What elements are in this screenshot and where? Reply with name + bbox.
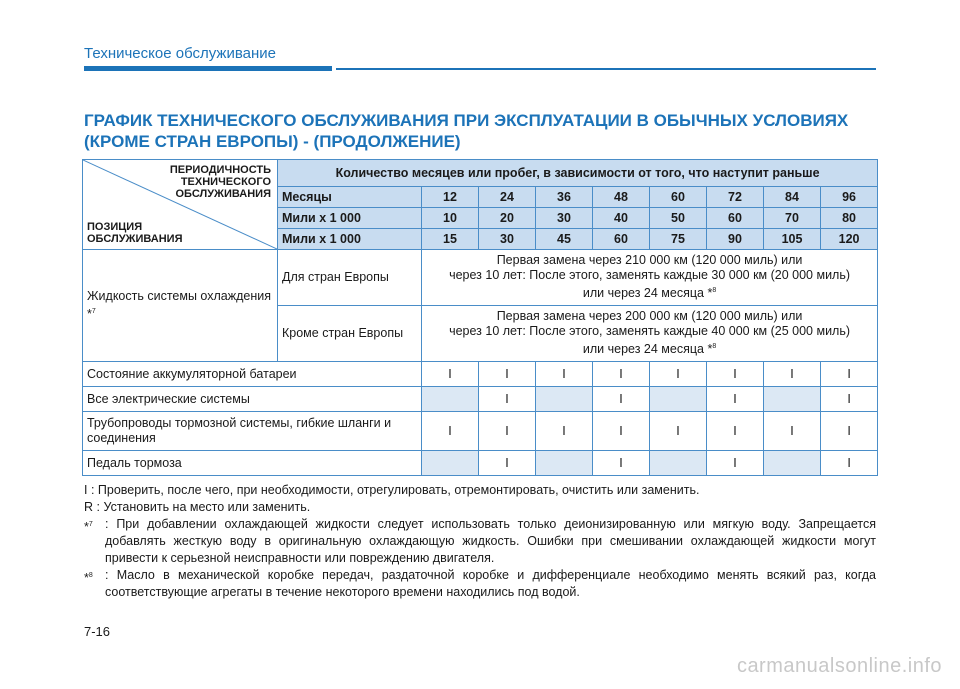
coolant-instruction-line: Первая замена через 210 000 км (120 000 миль) или bbox=[496, 253, 803, 268]
interval-value: 12 bbox=[422, 187, 479, 208]
inspect-mark: I bbox=[707, 362, 764, 387]
inspect-mark: I bbox=[821, 412, 878, 451]
footnote-key-star: * bbox=[84, 571, 89, 586]
coolant-sub-europe: Для стран Европы bbox=[278, 250, 422, 306]
interval-value: 80 bbox=[821, 208, 878, 229]
item-label: Трубопроводы тормозной системы, гибкие шланги и соединения bbox=[83, 412, 422, 451]
footnote-7 bbox=[84, 516, 876, 567]
coolant-instruction-line bbox=[426, 339, 873, 357]
interval-value: 40 bbox=[593, 208, 650, 229]
coolant-label-text: Жидкость системы охлаждения * bbox=[87, 288, 271, 322]
inspect-mark: I bbox=[821, 451, 878, 476]
interval-value: 105 bbox=[764, 229, 821, 250]
coolant-instruction-line: Первая замена через 200 000 км (120 000 миль) или bbox=[496, 309, 803, 324]
interval-value: 70 bbox=[764, 208, 821, 229]
inspect-mark bbox=[536, 387, 593, 412]
footnote-key-star: * bbox=[84, 520, 89, 535]
inspect-mark: I bbox=[422, 412, 479, 451]
inspect-mark bbox=[764, 451, 821, 476]
coolant-sub-non-europe: Кроме стран Европы bbox=[278, 306, 422, 362]
inspect-mark: I bbox=[593, 412, 650, 451]
footnote-text: : При добавлении охлаждающей жидкости следует использовать только деионизированную или мягкую воду. Запрещается добавлять жесткую воду в оригинальную охлаждающую жидкость. Ошибки при смешивании охлаждающей жидкости могут привести к серьезной неисправности или повреждению двигателя. bbox=[105, 517, 876, 565]
inspect-mark: I bbox=[707, 451, 764, 476]
interval-value: 90 bbox=[707, 229, 764, 250]
item-label: Состояние аккумуляторной батареи bbox=[83, 362, 422, 387]
inspect-mark: I bbox=[593, 387, 650, 412]
inspect-mark: I bbox=[764, 412, 821, 451]
header-rule-thick bbox=[84, 66, 332, 71]
inspect-mark: I bbox=[536, 362, 593, 387]
interval-value: 75 bbox=[650, 229, 707, 250]
inspect-mark: I bbox=[479, 387, 536, 412]
coolant-instruction-non-europe bbox=[422, 306, 878, 362]
inspect-mark: I bbox=[593, 362, 650, 387]
interval-value: 15 bbox=[422, 229, 479, 250]
interval-value: 48 bbox=[593, 187, 650, 208]
watermark: carmanualsonline.info bbox=[736, 655, 942, 677]
coolant-row-europe bbox=[83, 250, 878, 306]
footnote-key: R : bbox=[84, 500, 100, 514]
inspect-mark: I bbox=[479, 362, 536, 387]
running-header: Техническое обслуживание bbox=[84, 45, 276, 62]
item-label: Педаль тормоза bbox=[83, 451, 422, 476]
footnote-key bbox=[84, 567, 105, 601]
interval-value: 72 bbox=[707, 187, 764, 208]
interval-row-label: Мили x 1 000 bbox=[278, 229, 422, 250]
inspect-mark: I bbox=[422, 362, 479, 387]
page-number: 7-16 bbox=[84, 624, 111, 639]
inspect-mark: I bbox=[479, 451, 536, 476]
interval-row-label: Мили x 1 000 bbox=[278, 208, 422, 229]
section-title: ГРАФИК ТЕХНИЧЕСКОГО ОБСЛУЖИВАНИЯ ПРИ ЭКСПЛУАТАЦИИ В ОБЫЧНЫХ УСЛОВИЯХ (КРОМЕ СТРАН ЕВРОПЫ) - (ПРОДОЛЖЕНИЕ) bbox=[84, 111, 849, 151]
inspect-mark: I bbox=[479, 412, 536, 451]
inspect-mark: I bbox=[764, 362, 821, 387]
footnote-text: : Масло в механической коробке передач, раздаточной коробке и дифференциале необходимо менять всякий раз, когда соответствующие агрегаты в течение некоторого времени находились под водой. bbox=[105, 568, 876, 599]
table-row-electrical bbox=[83, 387, 878, 412]
interval-value: 120 bbox=[821, 229, 878, 250]
inspect-mark: I bbox=[650, 412, 707, 451]
interval-value: 30 bbox=[479, 229, 536, 250]
inspect-mark: I bbox=[821, 362, 878, 387]
interval-row-label: Месяцы bbox=[278, 187, 422, 208]
inspect-mark bbox=[650, 451, 707, 476]
table-corner-cell bbox=[83, 160, 278, 250]
coolant-instruction-footnote: 8 bbox=[712, 343, 717, 351]
interval-value: 24 bbox=[479, 187, 536, 208]
corner-label-interval: ПЕРИОДИЧНОСТЬ ТЕХНИЧЕСКОГО ОБСЛУЖИВАНИЯ bbox=[169, 164, 271, 200]
coolant-instruction-line bbox=[426, 283, 873, 301]
footnote-inspect bbox=[84, 482, 876, 499]
table-row-brake-pedal bbox=[83, 451, 878, 476]
table-row-brake-lines bbox=[83, 412, 878, 451]
coolant-instruction-line: через 10 лет: После этого, заменять каждые 30 000 км (20 000 миль) bbox=[449, 268, 851, 283]
table-row-battery bbox=[83, 362, 878, 387]
maintenance-schedule-table bbox=[82, 159, 878, 476]
interval-value: 45 bbox=[536, 229, 593, 250]
inspect-mark: I bbox=[536, 412, 593, 451]
coolant-instruction-line-text: или через 24 месяца * bbox=[582, 286, 713, 301]
footnote-key bbox=[84, 516, 105, 567]
coolant-instruction-line-text: или через 24 месяца * bbox=[582, 342, 713, 357]
interval-value: 36 bbox=[536, 187, 593, 208]
inspect-mark: I bbox=[707, 387, 764, 412]
coolant-instruction-footnote: 8 bbox=[712, 287, 717, 295]
footnote-key: I : bbox=[84, 483, 95, 497]
coolant-instruction-europe bbox=[422, 250, 878, 306]
footnotes bbox=[84, 482, 876, 601]
footnote-text: Установить на место или заменить. bbox=[103, 500, 311, 514]
interval-value: 60 bbox=[650, 187, 707, 208]
interval-value: 60 bbox=[593, 229, 650, 250]
footnote-replace bbox=[84, 499, 876, 516]
coolant-instruction-line: через 10 лет: После этого, заменять каждые 40 000 км (25 000 миль) bbox=[449, 324, 851, 339]
interval-value: 84 bbox=[764, 187, 821, 208]
inspect-mark: I bbox=[593, 451, 650, 476]
inspect-mark bbox=[422, 451, 479, 476]
footnote-key-number: 7 bbox=[88, 521, 93, 528]
footnote-key-number: 8 bbox=[88, 572, 93, 579]
coolant-label-footnote: 7 bbox=[91, 307, 96, 315]
inspect-mark bbox=[536, 451, 593, 476]
interval-value: 20 bbox=[479, 208, 536, 229]
footnote-text: Проверить, после чего, при необходимости, отрегулировать, отремонтировать, очистить или заменить. bbox=[97, 483, 700, 497]
interval-value: 30 bbox=[536, 208, 593, 229]
corner-label-item: ПОЗИЦИЯ ОБСЛУЖИВАНИЯ bbox=[87, 221, 183, 245]
inspect-mark bbox=[764, 387, 821, 412]
interval-value: 50 bbox=[650, 208, 707, 229]
header-rule-thin bbox=[336, 68, 876, 70]
inspect-mark bbox=[650, 387, 707, 412]
inspect-mark: I bbox=[707, 412, 764, 451]
inspect-mark: I bbox=[821, 387, 878, 412]
interval-value: 60 bbox=[707, 208, 764, 229]
interval-header: Количество месяцев или пробег, в зависимости от того, что наступит раньше bbox=[278, 160, 878, 187]
inspect-mark bbox=[422, 387, 479, 412]
inspect-mark: I bbox=[650, 362, 707, 387]
coolant-item-label bbox=[83, 250, 278, 362]
interval-value: 96 bbox=[821, 187, 878, 208]
item-label: Все электрические системы bbox=[83, 387, 422, 412]
interval-value: 10 bbox=[422, 208, 479, 229]
footnote-8 bbox=[84, 567, 876, 601]
